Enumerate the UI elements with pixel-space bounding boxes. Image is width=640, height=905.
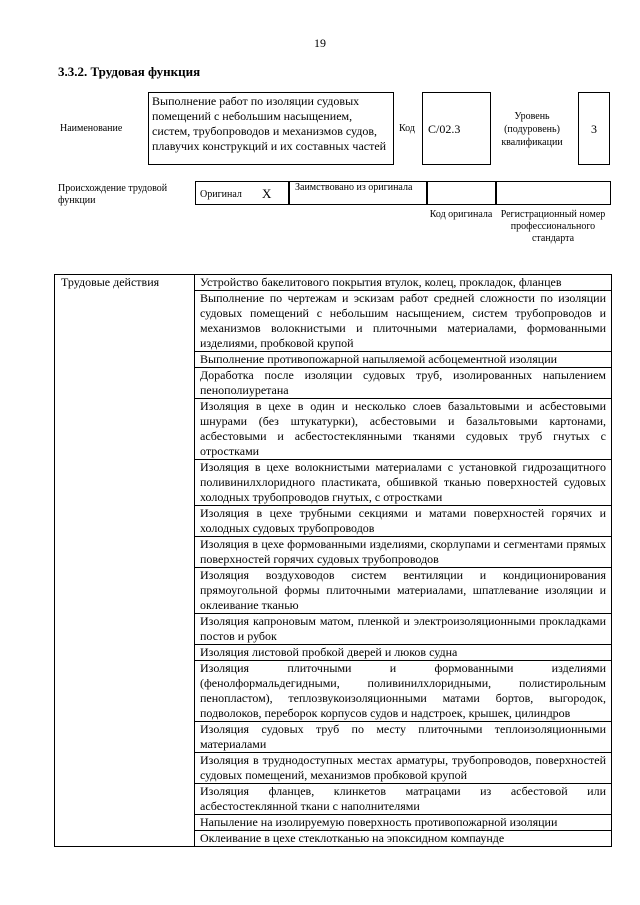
- borrowed-label: Заимствовано из оригинала: [295, 182, 413, 193]
- code-of-original-cell: [427, 181, 496, 205]
- labor-action-item: Изоляция судовых труб по месту плиточными теплоизоляционными материалами: [195, 722, 612, 753]
- labor-action-item: Выполнение по чертежам и эскизам работ средней сложности по изоляции судовых помещений с небольшим насыщением, систем трубопроводов и механизмов волокнистыми и плиточными материалами, формованными изделиями, пробковой крупой: [195, 291, 612, 352]
- reg-number-cell: [496, 181, 611, 205]
- labor-action-item: Устройство бакелитового покрытия втулок, колец, прокладок, фланцев: [195, 275, 612, 291]
- table-row: [55, 275, 612, 291]
- labor-action-item: Изоляция в цехе формованными изделиями, скорлупами и сегментами прямых поверхностей горячих судовых трубопроводов: [195, 537, 612, 568]
- code-of-original-label: Код оригинала: [429, 209, 493, 220]
- labor-action-item: Изоляция фланцев, клинкетов матрацами из асбестовой или асбестостеклянной ткани с наполнителями: [195, 784, 612, 815]
- labor-action-item: Изоляция воздуховодов систем вентиляции и кондиционирования прямоугольной формы плиточными материалами, шпатлевание изоляции и оклеивание тканью: [195, 568, 612, 614]
- labor-action-item: Изоляция в цехе трубными секциями и матами поверхностей горячих и холодных судовых трубопроводов: [195, 506, 612, 537]
- labor-action-item: Изоляция листовой пробкой дверей и люков судна: [195, 645, 612, 661]
- labor-action-item: Изоляция в труднодоступных местах арматуры, трубопроводов, поверхностей судовых помещений, механизмов пробковой крупой: [195, 753, 612, 784]
- labor-action-item: Оклеивание в цехе стеклотканью на эпоксидном компаунде: [195, 831, 612, 847]
- labor-action-item: Изоляция в цехе в один и несколько слоев базальтовыми и асбестовыми шнурами (без штукатурки), асбестовыми и базальтовыми картонами, асбестовыми и асбестостеклянными тканями судовых труб гнутых с отростками: [195, 399, 612, 460]
- labor-action-item: Выполнение противопожарной напыляемой асбоцементной изоляции: [195, 352, 612, 368]
- section-title: 3.3.2. Трудовая функция: [58, 64, 201, 79]
- qualification-level-label: Уровень (подуровень) квалификации: [501, 111, 563, 148]
- labor-actions-heading: Трудовые действия: [55, 275, 195, 847]
- labor-action-item: Доработка после изоляции судовых труб, изолированных напылением пенополиуретана: [195, 368, 612, 399]
- labor-action-item: Изоляция капроновым матом, пленкой и электроизоляционными прокладками постов и рубок: [195, 614, 612, 645]
- origin-label: Происхождение трудовой функции: [58, 183, 168, 206]
- code-label: Код: [399, 123, 415, 134]
- labor-action-item: Напыление на изолируемую поверхность противопожарной изоляции: [195, 815, 612, 831]
- page-number: 19: [314, 36, 326, 50]
- function-name: Выполнение работ по изоляции судовых помещений с небольшим насыщением, систем, трубопроводов и механизмов судов, плавучих конструкций и их составных частей: [148, 92, 394, 165]
- labor-action-item: Изоляция в цехе волокнистыми материалами с установкой гидрозащитного поливинилхлоридного пластиката, обшивкой тканью поверхностей судовых холодных трубопроводов гнутых, с отростками: [195, 460, 612, 506]
- original-mark: X: [262, 186, 272, 201]
- labor-action-item: Изоляция плиточными и формованными изделиями (фенолформальдегидными, поливинилхлоридными, полистирольным пенопластом), теплозвукоизоляционными матами бортов, выгородок, подволоков, переборок корпусов судов и надстроек, крышек, цилиндров: [195, 661, 612, 722]
- reg-number-label: Регистрационный номер профессионального стандарта: [500, 209, 606, 244]
- qualification-level: 3: [578, 92, 610, 165]
- function-code: C/02.3: [422, 92, 491, 165]
- name-label: Наименование: [60, 123, 123, 134]
- original-label: Оригинал: [200, 189, 242, 200]
- labor-actions-table: [54, 274, 612, 847]
